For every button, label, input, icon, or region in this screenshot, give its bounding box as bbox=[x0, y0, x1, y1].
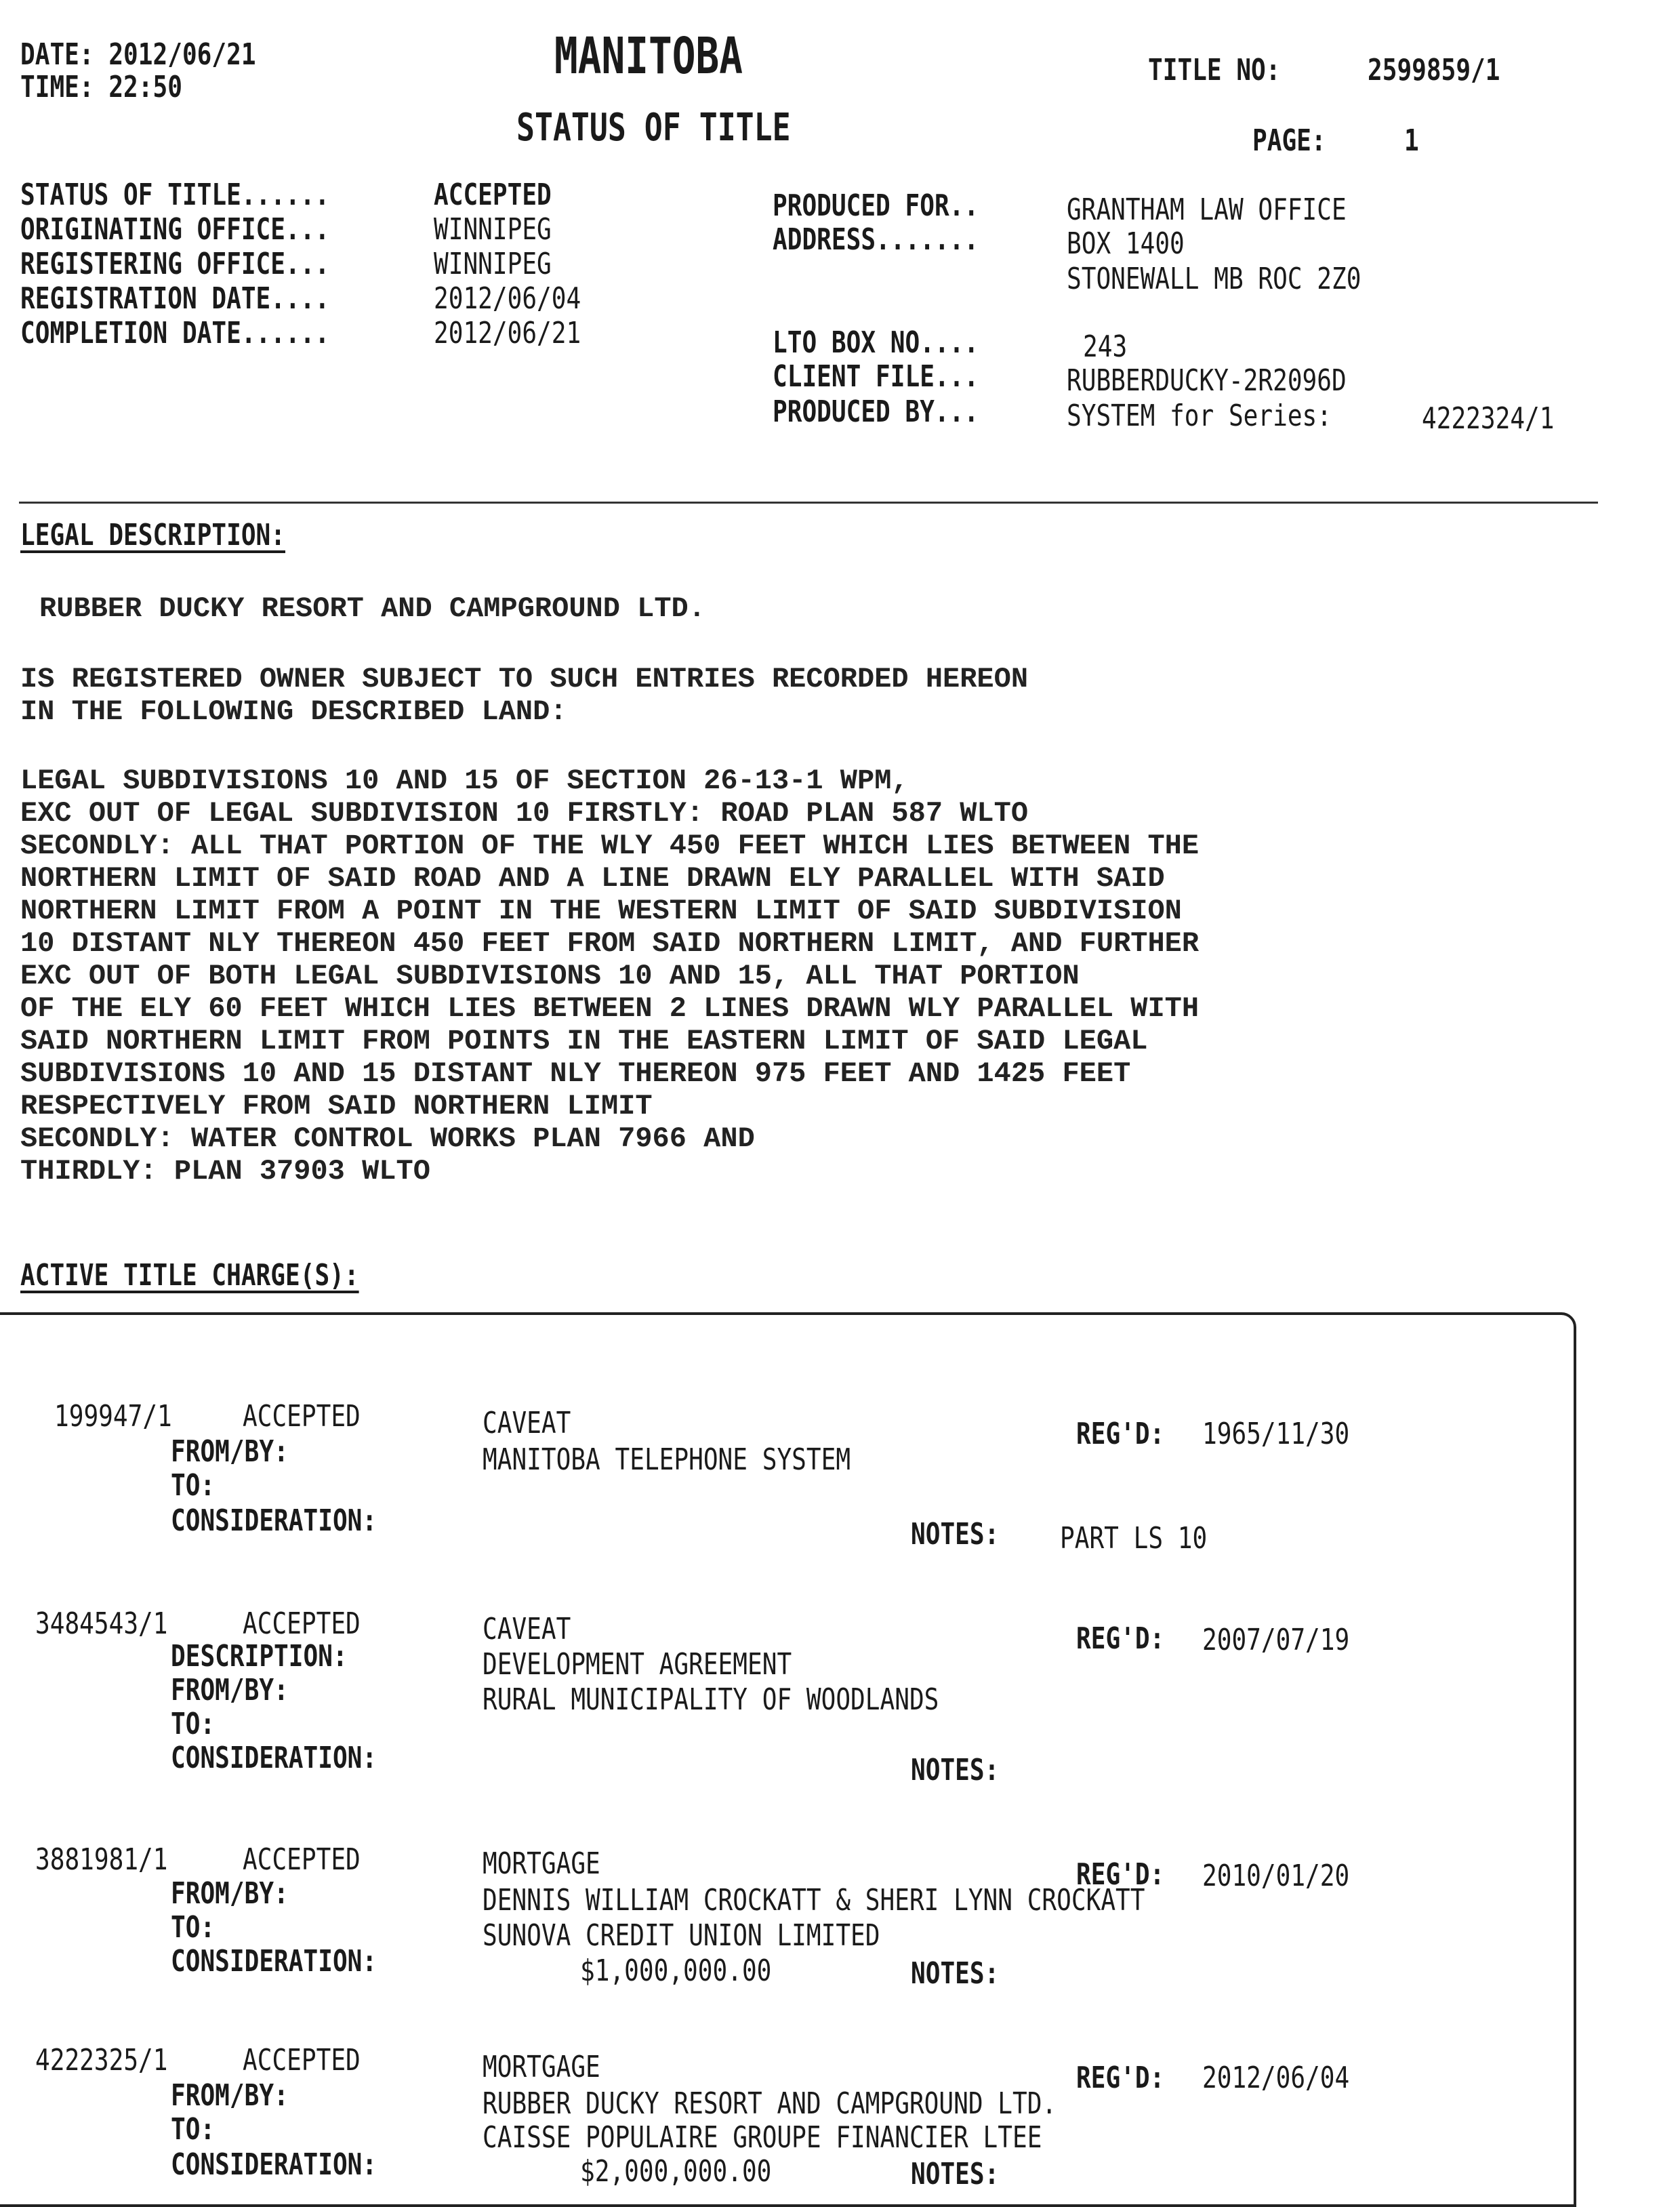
charge-status: ACCEPTED bbox=[243, 2043, 361, 2078]
owner-intro-line: IN THE FOLLOWING DESCRIBED LAND: bbox=[20, 695, 567, 728]
from-by-value: RURAL MUNICIPALITY OF WOODLANDS bbox=[483, 1682, 939, 1717]
status-label: STATUS OF TITLE...... bbox=[20, 178, 330, 212]
consideration-value: $2,000,000.00 bbox=[580, 2154, 772, 2189]
registering-office-label: REGISTERING OFFICE... bbox=[20, 247, 330, 281]
title-no-value: 2599859/1 bbox=[1368, 53, 1500, 87]
registering-office-value: WINNIPEG bbox=[434, 247, 552, 281]
regd-label: REG'D: bbox=[1076, 1857, 1165, 1892]
charge-status: ACCEPTED bbox=[243, 1606, 361, 1641]
consideration-value: $1,000,000.00 bbox=[580, 1953, 772, 1988]
page-label: PAGE: bbox=[1252, 123, 1326, 158]
print-date: DATE: 2012/06/21 bbox=[20, 37, 256, 72]
charge-status: ACCEPTED bbox=[243, 1842, 361, 1877]
notes-label: NOTES: bbox=[911, 2157, 1000, 2191]
land-description-line: SUBDIVISIONS 10 AND 15 DISTANT NLY THEREON 975 FEET AND 1425 FEET bbox=[20, 1057, 1131, 1090]
charge-number: 3484543/1 bbox=[35, 1606, 168, 1641]
legal-description-heading: LEGAL DESCRIPTION: bbox=[20, 518, 285, 552]
notes-label: NOTES: bbox=[911, 1956, 1000, 1991]
from-by-label: FROM/BY: bbox=[171, 1673, 289, 1707]
document-title: STATUS OF TITLE bbox=[516, 106, 791, 150]
charge-status: ACCEPTED bbox=[243, 1399, 361, 1434]
regd-date: 2012/06/04 bbox=[1202, 2061, 1350, 2095]
consideration-label: CONSIDERATION: bbox=[171, 1741, 377, 1775]
land-description-line: OF THE ELY 60 FEET WHICH LIES BETWEEN 2 LINES DRAWN WLY PARALLEL WITH bbox=[20, 992, 1200, 1025]
address-label: ADDRESS....... bbox=[773, 222, 979, 257]
registration-date-label: REGISTRATION DATE.... bbox=[20, 281, 330, 316]
address-line-2: STONEWALL MB ROC 2Z0 bbox=[1067, 262, 1361, 296]
charge-number: 4222325/1 bbox=[35, 2043, 168, 2078]
land-description-line: SECONDLY: WATER CONTROL WORKS PLAN 7966 AND bbox=[20, 1122, 755, 1155]
produced-for-label: PRODUCED FOR.. bbox=[773, 188, 979, 223]
to-value: CAISSE POPULAIRE GROUPE FINANCIER LTEE bbox=[483, 2120, 1042, 2155]
regd-label: REG'D: bbox=[1076, 1417, 1165, 1451]
to-label: TO: bbox=[171, 2112, 216, 2147]
land-description-line: THIRDLY: PLAN 37903 WLTO bbox=[20, 1155, 430, 1188]
client-file-value: RUBBERDUCKY-2R2096D bbox=[1067, 363, 1347, 398]
originating-office-value: WINNIPEG bbox=[434, 212, 552, 247]
land-description-line: NORTHERN LIMIT OF SAID ROAD AND A LINE DRAWN ELY PARALLEL WITH SAID bbox=[20, 862, 1165, 895]
regd-date: 2007/07/19 bbox=[1202, 1623, 1350, 1657]
to-label: TO: bbox=[171, 1910, 216, 1945]
province-title: MANITOBA bbox=[554, 27, 743, 85]
from-by-label: FROM/BY: bbox=[171, 2078, 289, 2113]
completion-date-value: 2012/06/21 bbox=[434, 316, 581, 350]
produced-for-value: GRANTHAM LAW OFFICE bbox=[1067, 193, 1347, 227]
from-by-label: FROM/BY: bbox=[171, 1434, 289, 1469]
description-value: DEVELOPMENT AGREEMENT bbox=[483, 1647, 792, 1682]
land-description-line: SECONDLY: ALL THAT PORTION OF THE WLY 450 FEET WHICH LIES BETWEEN THE bbox=[20, 830, 1200, 862]
charge-number: 199947/1 bbox=[54, 1399, 172, 1434]
notes-value: PART LS 10 bbox=[1060, 1521, 1208, 1556]
land-description-line: RESPECTIVELY FROM SAID NORTHERN LIMIT bbox=[20, 1090, 653, 1122]
title-no-label: TITLE NO: bbox=[1148, 53, 1281, 87]
from-by-value: DENNIS WILLIAM CROCKATT & SHERI LYNN CROCKATT bbox=[483, 1883, 1145, 1918]
charge-type: CAVEAT bbox=[483, 1406, 571, 1440]
produced-by-label: PRODUCED BY... bbox=[773, 394, 979, 429]
page-number: 1 bbox=[1404, 123, 1419, 158]
lto-box-label: LTO BOX NO.... bbox=[773, 325, 979, 360]
lto-box-value: 243 bbox=[1083, 329, 1128, 364]
to-value: SUNOVA CREDIT UNION LIMITED bbox=[483, 1918, 880, 1953]
charge-type: CAVEAT bbox=[483, 1612, 571, 1646]
charge-type: MORTGAGE bbox=[483, 1846, 600, 1881]
header-divider bbox=[19, 502, 1598, 504]
owner-intro-line: IS REGISTERED OWNER SUBJECT TO SUCH ENTRIES RECORDED HEREON bbox=[20, 663, 1029, 695]
from-by-value: RUBBER DUCKY RESORT AND CAMPGROUND LTD. bbox=[483, 2086, 1057, 2121]
originating-office-label: ORIGINATING OFFICE... bbox=[20, 212, 330, 247]
client-file-label: CLIENT FILE... bbox=[773, 359, 979, 394]
notes-label: NOTES: bbox=[911, 1753, 1000, 1787]
land-description-line: 10 DISTANT NLY THEREON 450 FEET FROM SAID NORTHERN LIMIT, AND FURTHER bbox=[20, 927, 1200, 960]
land-description-line: EXC OUT OF LEGAL SUBDIVISION 10 FIRSTLY: ROAD PLAN 587 WLTO bbox=[20, 797, 1029, 830]
active-charges-heading: ACTIVE TITLE CHARGE(S): bbox=[20, 1258, 359, 1293]
land-description-line: SAID NORTHERN LIMIT FROM POINTS IN THE EASTERN LIMIT OF SAID LEGAL bbox=[20, 1025, 1148, 1057]
land-description-line: EXC OUT OF BOTH LEGAL SUBDIVISIONS 10 AND 15, ALL THAT PORTION bbox=[20, 960, 1080, 992]
regd-date: 1965/11/30 bbox=[1202, 1417, 1350, 1451]
from-by-value: MANITOBA TELEPHONE SYSTEM bbox=[483, 1442, 851, 1477]
consideration-label: CONSIDERATION: bbox=[171, 1503, 377, 1538]
to-label: TO: bbox=[171, 1707, 216, 1741]
to-label: TO: bbox=[171, 1468, 216, 1503]
completion-date-label: COMPLETION DATE...... bbox=[20, 316, 330, 350]
registered-owner: RUBBER DUCKY RESORT AND CAMPGROUND LTD. bbox=[39, 592, 705, 625]
print-time: TIME: 22:50 bbox=[20, 70, 182, 104]
from-by-label: FROM/BY: bbox=[171, 1876, 289, 1911]
land-description-line: NORTHERN LIMIT FROM A POINT IN THE WESTERN LIMIT OF SAID SUBDIVISION bbox=[20, 895, 1182, 927]
regd-date: 2010/01/20 bbox=[1202, 1859, 1350, 1893]
consideration-label: CONSIDERATION: bbox=[171, 1944, 377, 1979]
status-value: ACCEPTED bbox=[434, 178, 552, 212]
consideration-label: CONSIDERATION: bbox=[171, 2147, 377, 2182]
address-line-1: BOX 1400 bbox=[1067, 226, 1185, 261]
regd-label: REG'D: bbox=[1076, 1621, 1165, 1656]
registration-date-value: 2012/06/04 bbox=[434, 281, 581, 316]
regd-label: REG'D: bbox=[1076, 2061, 1165, 2095]
charge-number: 3881981/1 bbox=[35, 1842, 168, 1877]
land-description-line: LEGAL SUBDIVISIONS 10 AND 15 OF SECTION 26-13-1 WPM, bbox=[20, 765, 909, 797]
series-number: 4222324/1 bbox=[1422, 401, 1555, 436]
produced-by-value: SYSTEM for Series: bbox=[1067, 399, 1332, 433]
notes-label: NOTES: bbox=[911, 1517, 1000, 1552]
charge-type: MORTGAGE bbox=[483, 2050, 600, 2084]
description-label: DESCRIPTION: bbox=[171, 1639, 348, 1674]
